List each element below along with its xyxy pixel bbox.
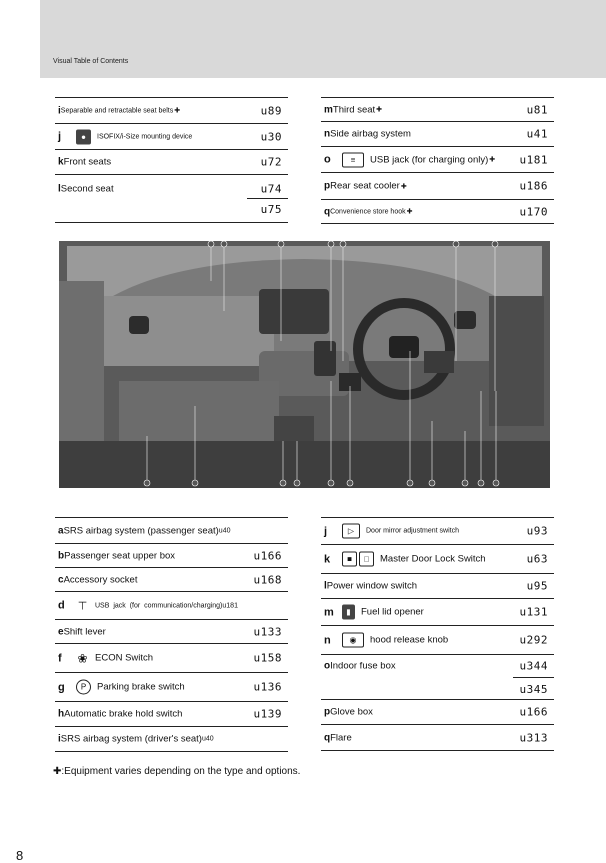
divider <box>247 198 288 199</box>
item-label: Convenience store hook <box>330 208 406 215</box>
divider <box>513 677 554 678</box>
page-ref[interactable]: u41 <box>526 127 548 141</box>
item-key: i <box>58 733 61 745</box>
item-label: ECON Switch <box>95 652 154 664</box>
item-key: o <box>324 660 331 672</box>
item-label: Accessory socket <box>63 574 138 585</box>
list-item[interactable] <box>55 175 288 223</box>
list-item[interactable] <box>55 568 288 592</box>
item-key: h <box>58 708 65 720</box>
item-key: n <box>324 634 331 646</box>
list-item[interactable] <box>55 727 288 752</box>
page-ref[interactable]: u74 <box>260 182 282 196</box>
item-key: n <box>324 128 331 140</box>
isofix-icon: ● <box>76 129 91 144</box>
item-label: USB jack (for charging only) <box>370 154 489 165</box>
header-band <box>40 0 606 78</box>
item-key: d <box>58 599 65 612</box>
lock-icon: ■ <box>342 552 357 567</box>
list-item[interactable] <box>321 599 554 626</box>
page-ref[interactable]: u139 <box>253 707 282 721</box>
list-item[interactable] <box>55 517 288 544</box>
plus-mark: ✚ <box>376 106 383 114</box>
item-label: Glove box <box>330 706 373 718</box>
list-item[interactable] <box>55 97 288 124</box>
item-label: Front seats <box>63 156 112 168</box>
page-ref[interactable]: u95 <box>526 579 548 593</box>
item-key: k <box>58 156 64 168</box>
page-ref[interactable]: u93 <box>526 524 548 538</box>
item-key: p <box>324 706 331 718</box>
plus-mark: ✚ <box>489 156 496 164</box>
list-item[interactable] <box>321 700 554 725</box>
page-ref[interactable]: u181 <box>519 153 548 166</box>
fuel-icon: ▮ <box>342 605 355 620</box>
list-item[interactable] <box>55 673 288 702</box>
usb-icon: ≡ <box>342 152 364 167</box>
page-ref[interactable]: u133 <box>253 625 282 638</box>
page-ref[interactable]: u313 <box>519 731 548 744</box>
item-label: Third seat <box>332 104 376 115</box>
list-item[interactable] <box>55 150 288 175</box>
item-key: e <box>58 626 64 637</box>
page-ref[interactable]: u166 <box>253 549 282 562</box>
list-item[interactable] <box>55 644 288 673</box>
item-key: j <box>58 130 62 143</box>
page-ref[interactable]: u292 <box>519 633 548 647</box>
mirror-icon: ▷ <box>342 524 360 539</box>
page-ref[interactable]: u72 <box>260 155 282 169</box>
page-ref[interactable]: u170 <box>519 205 548 218</box>
item-label: USB jack (for communication/charging) <box>95 602 223 609</box>
bottom-left-table <box>55 517 288 752</box>
list-item[interactable] <box>55 702 288 727</box>
plus-mark: ✚ <box>53 766 62 777</box>
page-ref-2[interactable]: u75 <box>260 203 282 216</box>
usb-icon: ⊤ <box>77 600 88 612</box>
item-label: Automatic brake hold switch <box>64 708 183 720</box>
item-label: Second seat <box>60 183 114 195</box>
list-item[interactable] <box>321 574 554 599</box>
section-title: Visual Table of Contents <box>53 58 129 65</box>
page-ref[interactable]: u166 <box>519 705 548 719</box>
list-item[interactable] <box>55 124 288 150</box>
list-item[interactable] <box>321 655 554 700</box>
list-item[interactable] <box>321 517 554 545</box>
page-ref[interactable]: u63 <box>526 552 548 566</box>
item-label: hood release knob <box>370 634 449 646</box>
plus-mark: ✚ <box>400 183 407 190</box>
econ-icon: ❀ <box>77 651 88 665</box>
plus-mark: ✚ <box>174 107 181 115</box>
item-label: Side airbag system <box>330 128 411 140</box>
item-key: j <box>324 525 328 537</box>
page-ref[interactable]: u89 <box>260 104 282 117</box>
item-label: Passenger seat upper box <box>64 550 176 561</box>
page-ref[interactable]: u30 <box>260 130 282 143</box>
item-key: g <box>58 681 65 693</box>
item-label: Shift lever <box>63 626 106 637</box>
dashboard-photo <box>59 241 550 488</box>
item-key: l <box>58 183 61 195</box>
hood-icon: ◉ <box>342 633 364 648</box>
item-key: o <box>324 153 331 166</box>
bottom-right-table <box>321 517 554 751</box>
item-label: SRS airbag system (driver's seat) <box>60 733 202 745</box>
page-ref[interactable]: u158 <box>253 651 282 665</box>
list-item[interactable] <box>321 200 554 224</box>
item-label: ISOFIX/i-Size mounting device <box>97 133 193 140</box>
page-ref[interactable]: u186 <box>519 179 548 193</box>
item-key: k <box>324 553 331 565</box>
item-label: Master Door Lock Switch <box>380 553 486 565</box>
page-ref[interactable]: u40 <box>201 735 214 743</box>
parking-brake-icon: P <box>76 680 91 695</box>
list-item[interactable] <box>321 122 554 147</box>
plus-mark: ✚ <box>406 208 413 216</box>
list-item[interactable] <box>321 173 554 200</box>
item-key: q <box>324 732 331 743</box>
page-ref[interactable]: u40 <box>218 527 231 534</box>
item-key: m <box>324 606 334 618</box>
list-item[interactable] <box>55 620 288 644</box>
item-label: Parking brake switch <box>97 681 185 693</box>
item-label: Separable and retractable seat belts <box>60 107 174 114</box>
unlock-icon: □ <box>359 552 374 567</box>
page-ref[interactable]: u81 <box>526 103 548 116</box>
list-item[interactable] <box>321 626 554 655</box>
item-label: Fuel lid opener <box>361 606 424 618</box>
item-label: SRS airbag system (passenger seat) <box>63 525 219 536</box>
item-key: m <box>324 104 333 115</box>
list-item[interactable] <box>321 725 554 751</box>
dashboard-illustration <box>59 241 550 488</box>
item-key: f <box>58 652 62 664</box>
item-key: c <box>58 574 64 585</box>
page-ref[interactable]: u181 <box>222 602 238 609</box>
page-ref[interactable]: u168 <box>253 573 282 586</box>
item-key: l <box>324 580 327 592</box>
item-label: Door mirror adjustment switch <box>366 527 459 535</box>
item-label: Rear seat cooler <box>330 180 400 192</box>
list-item[interactable] <box>321 97 554 122</box>
page-number: 8 <box>16 848 24 863</box>
footnote-text: :Equipment varies depending on the type and options. <box>61 766 301 777</box>
item-label: Power window switch <box>326 580 418 592</box>
top-right-table <box>321 97 554 224</box>
item-key: p <box>324 180 331 192</box>
list-item[interactable] <box>321 147 554 173</box>
item-key: a <box>58 525 64 536</box>
list-item[interactable] <box>55 544 288 568</box>
top-left-table <box>55 97 288 223</box>
footnote <box>53 766 300 777</box>
page-ref[interactable]: u136 <box>253 680 282 694</box>
item-key: q <box>324 206 331 217</box>
list-item[interactable] <box>321 545 554 574</box>
item-key: b <box>58 550 65 561</box>
item-label: Indoor fuse box <box>330 660 396 672</box>
page-ref[interactable]: u344 <box>519 659 548 673</box>
page-ref-2[interactable]: u345 <box>519 683 548 696</box>
item-label: Flare <box>330 732 352 743</box>
page-ref[interactable]: u131 <box>519 605 548 619</box>
list-item[interactable] <box>55 592 288 620</box>
item-key: i <box>58 105 61 116</box>
